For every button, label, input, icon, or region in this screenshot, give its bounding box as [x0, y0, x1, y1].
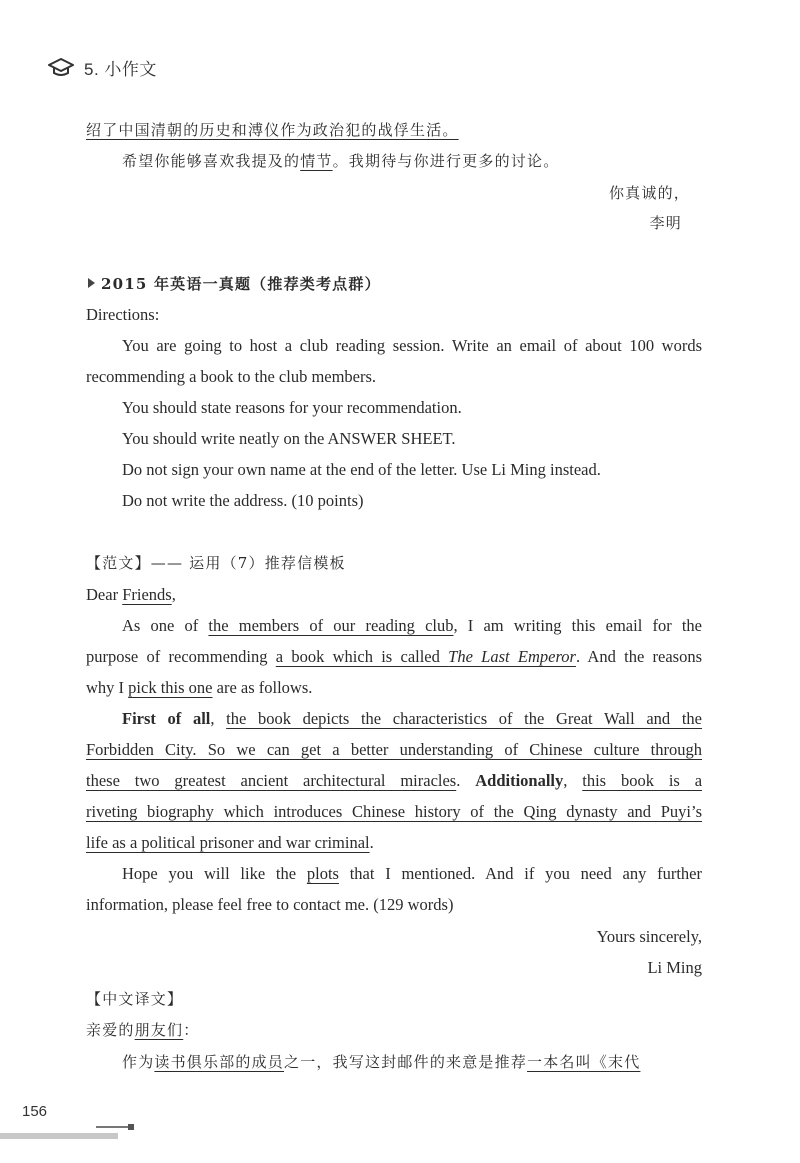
sample-p3-line-1: Hope you will like the plots that I mentioned. And if you need any further: [122, 864, 702, 883]
sample-p2-line-5: life as a political prisoner and war criminal.: [86, 833, 374, 852]
directions-label: Directions:: [86, 305, 160, 324]
sample-p1-line-3: why I pick this one are as follows.: [86, 678, 313, 697]
sample-p3-line-2: information, please feel free to contact me. (129 words): [86, 895, 454, 914]
sample-signature: Li Ming: [647, 958, 702, 977]
requirement-3: Do not sign your own name at the end of the letter. Use Li Ming instead.: [122, 460, 601, 479]
sample-p1-line-1: As one of the members of our reading club, I am writing this email for the: [122, 616, 703, 635]
section-header: [48, 52, 157, 82]
sample-salutation: Dear Friends,: [86, 585, 176, 604]
translation-signature: 李明: [649, 214, 682, 232]
sample-p1-line-2: purpose of recommending a book which is called The Last Emperor. And the reasons: [86, 647, 703, 666]
footer-decoration-dot: [128, 1124, 134, 1130]
task-line-1: You are going to host a club reading session. Write an email of about 100 words: [122, 336, 702, 355]
translation-continuation: 绍了中国清朝的历史和溥仪作为政治犯的战俘生活。: [86, 121, 459, 139]
footer-decoration-line: [96, 1126, 128, 1128]
triangle-bullet-icon: [88, 278, 95, 288]
sample-p2-line-4: riveting biography which introduces Chinese history of the Qing dynasty and Puyi’s: [86, 802, 702, 821]
task-line-2: recommending a book to the club members.: [86, 367, 377, 386]
sample-closing: Yours sincerely,: [596, 927, 702, 946]
requirement-2: You should write neatly on the ANSWER SHEET.: [122, 429, 456, 448]
section-title: 5. 小作文: [84, 59, 157, 79]
translation-line-1: 作为读书俱乐部的成员之一，我写这封邮件的来意是推荐一本名叫《末代: [122, 1053, 641, 1071]
sample-p2-line-2: Forbidden City. So we can get a better understanding of Chinese culture through: [86, 740, 702, 759]
requirement-4: Do not write the address. (10 points): [122, 491, 364, 510]
translation-label: 【中文译文】: [86, 990, 184, 1008]
sample-label: 【范文】—— 运用（7）推荐信模板: [86, 554, 346, 572]
sample-p2-line-1: First of all, the book depicts the characteristics of the Great Wall and the: [122, 709, 702, 728]
page-number: 156: [22, 1103, 48, 1120]
requirement-1: You should state reasons for your recommendation.: [122, 398, 462, 417]
footer-decoration-bar: [0, 1133, 118, 1139]
translation-closing: 你真诚的，: [608, 184, 690, 202]
graduation-cap-icon: [48, 56, 74, 78]
exam-title: 2015 年英语一真题（推荐类考点群）: [88, 274, 381, 294]
sample-p2-line-3: these two greatest ancient architectural miracles. Additionally, this book is a: [86, 771, 703, 790]
translation-hope-line: 希望你能够喜欢我提及的情节。我期待与你进行更多的讨论。: [122, 152, 560, 170]
translation-salutation: 亲爱的朋友们：: [86, 1021, 200, 1039]
